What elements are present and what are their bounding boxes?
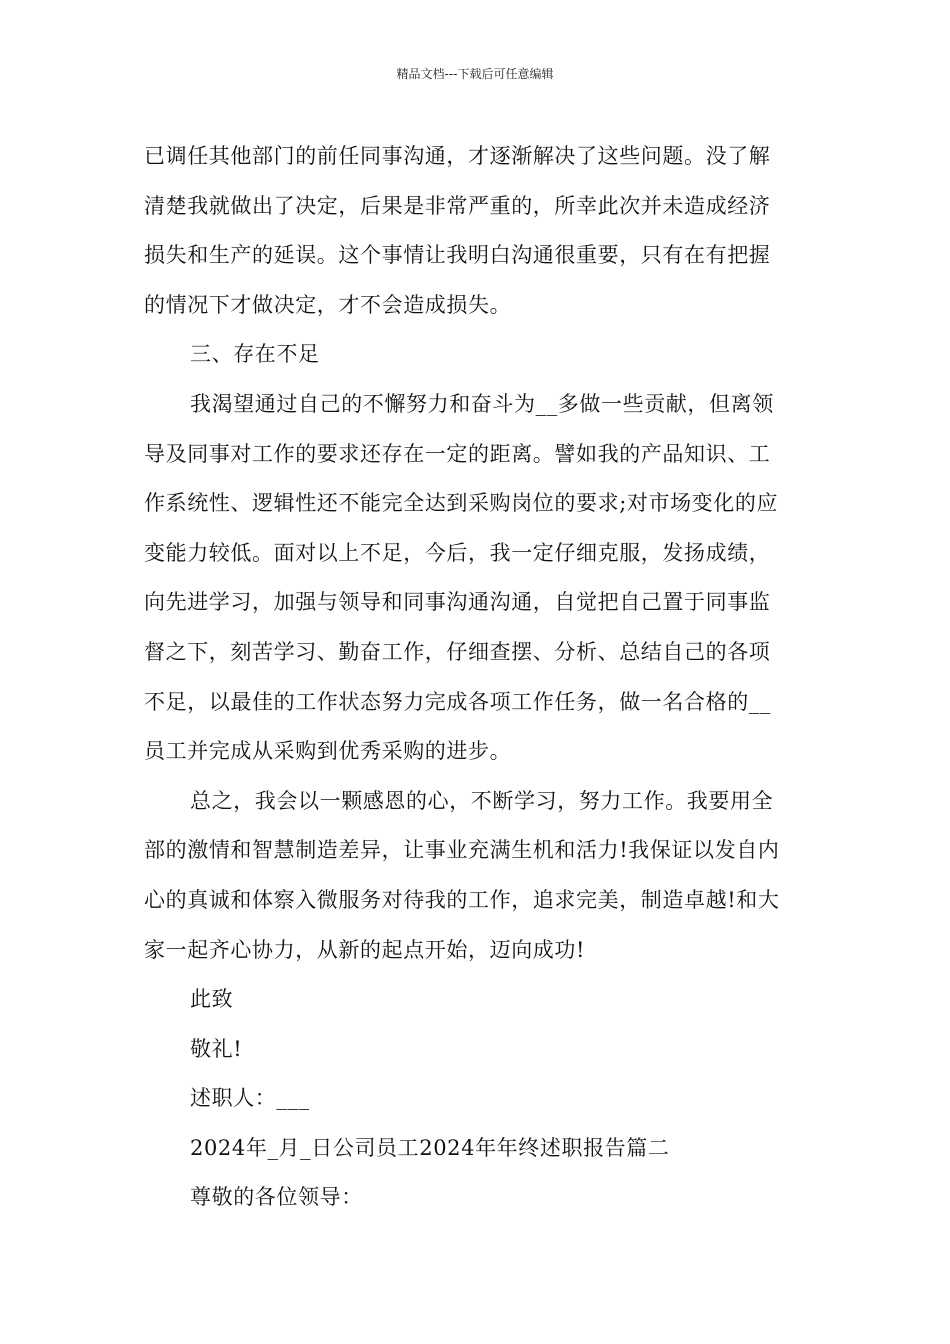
text-line: 导及同事对工作的要求还存在一定的距离。譬如我的产品知识、工: [144, 441, 771, 466]
text-line: 心的真诚和体察入微服务对待我的工作，追求完美，制造卓越!和大: [144, 887, 780, 912]
paragraph-shortcomings: [144, 380, 810, 777]
text-line: 部的激情和智慧制造差异，让事业充满生机和活力!我保证以发自内: [144, 838, 780, 863]
report-title-line: 2024年_月_日公司员工2024年年终述职报告篇二: [190, 1135, 670, 1160]
closing-line-2: 敬礼!: [190, 1036, 243, 1061]
text-line: 损失和生产的延误。这个事情让我明白沟通很重要，只有在有把握: [144, 243, 771, 268]
text-line: 变能力较低。面对以上不足，今后，我一定仔细克服，发扬成绩，: [144, 540, 771, 565]
section-title: 三、存在不足: [190, 342, 320, 367]
text-line: 员工并完成从采购到优秀采购的进步。: [144, 739, 512, 764]
text-line: 我渴望通过自己的不懈努力和奋斗为__多做一些贡献，但离领: [190, 391, 774, 416]
text-line: 不足，以最佳的工作状态努力完成各项工作任务，做一名合格的__: [144, 689, 771, 714]
paragraph-communication: [144, 132, 810, 330]
text-line: 的情况下才做决定，才不会造成损失。: [144, 292, 512, 317]
text-line: 清楚我就做出了决定，后果是非常严重的，所幸此次并未造成经济: [144, 193, 771, 218]
signature-line: 述职人：___: [190, 1086, 310, 1111]
text-line: 作系统性、逻辑性还不能完全达到采购岗位的要求;对市场变化的应: [144, 491, 779, 516]
text-line: 总之，我会以一颗感恩的心，不断学习，努力工作。我要用全: [190, 788, 774, 813]
text-line: 家一起齐心协力，从新的起点开始，迈向成功!: [144, 937, 586, 962]
paragraph-conclusion: [144, 777, 810, 975]
closing-line-1: 此致: [190, 987, 234, 1012]
page-header: 精品文档---下载后可任意编辑: [396, 67, 554, 81]
salutation-line: 尊敬的各位领导：: [190, 1185, 363, 1210]
text-line: 已调任其他部门的前任同事沟通，才逐渐解决了这些问题。没了解: [144, 144, 771, 168]
document-body: [144, 132, 810, 1223]
text-line: 督之下，刻苦学习、勤奋工作，仔细查摆、分析、总结自己的各项: [144, 639, 771, 664]
text-line: 向先进学习，加强与领导和同事沟通沟通，自觉把自己置于同事监: [144, 590, 771, 615]
